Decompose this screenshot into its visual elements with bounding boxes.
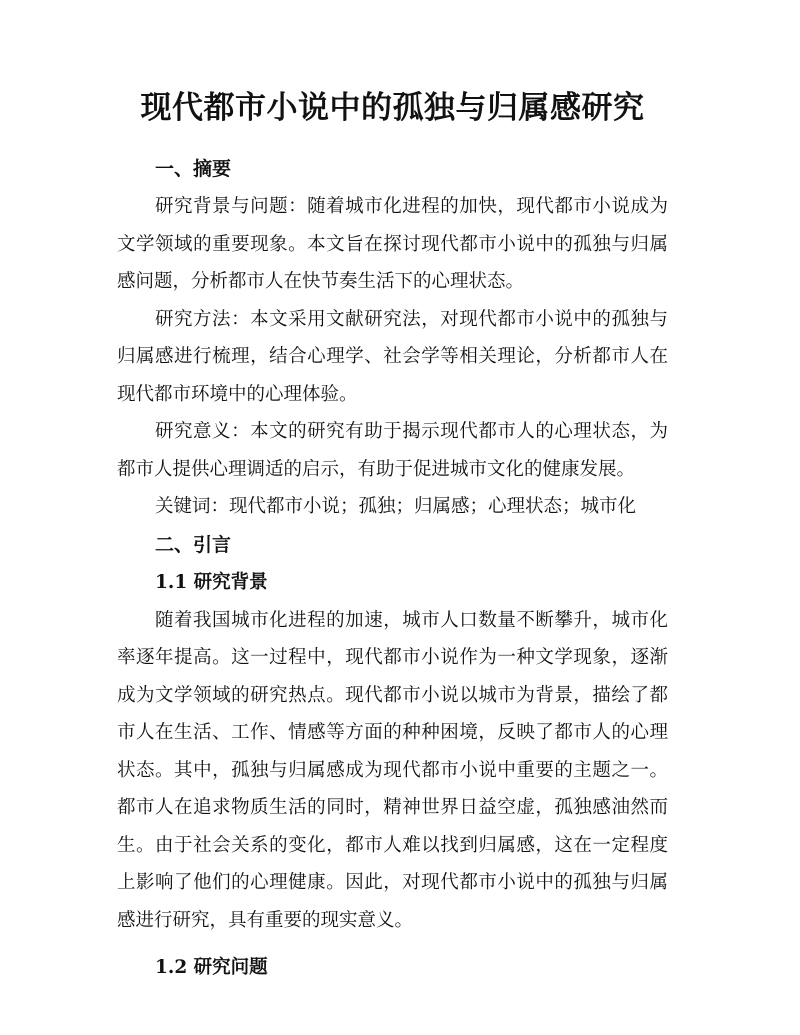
abstract-heading: 一、摘要 xyxy=(155,158,232,180)
introduction-heading: 二、引言 xyxy=(155,533,232,556)
research-question-heading: 1.2 研究问题 xyxy=(155,957,268,978)
abstract-background-paragraph: 研究背景与问题：随着城市化进程的加快，现代都市小说成为文学领域的重要现象。本文旨在探讨现代都市小说中的孤独与归属感问题，分析都市人在快节奏生活下的心理状态。 xyxy=(117,196,668,292)
document-title: 现代都市小说中的孤独与归属感研究 xyxy=(140,90,645,126)
keywords-line: 关键词：现代都市小说；孤独；归属感；心理状态；城市化 xyxy=(155,496,637,517)
research-background-paragraph: 随着我国城市化进程的加速，城市人口数量不断攀升，城市化率逐年提高。这一过程中，现代都市小说作为一种文学现象，逐渐成为文学领域的研究热点。现代都市小说以城市为背景，描绘了都市人在生活、工作、情感等方面的种种困境，反映了都市人的心理状态。其中，孤独与归属感成为现代都市小说中重要的主题之一。都市人在追求物质生活的同时，精神世界日益空虚，孤独感油然而生。由于社会关系的变化，都市人难以找到归属感，这在一定程度上影响了他们的心理健康。因此，对现代都市小说中的孤独与归属感进行研究，具有重要的现实意义。 xyxy=(117,609,668,931)
research-background-heading: 1.1 研究背景 xyxy=(155,571,268,593)
abstract-method-paragraph: 研究方法：本文采用文献研究法，对现代都市小说中的孤独与归属感进行梳理，结合心理学、社会学等相关理论，分析都市人在现代都市环境中的心理体验。 xyxy=(117,308,668,405)
abstract-significance-paragraph: 研究意义：本文的研究有助于揭示现代都市人的心理状态，为都市人提供心理调适的启示，有助于促进城市文化的健康发展。 xyxy=(117,421,668,480)
